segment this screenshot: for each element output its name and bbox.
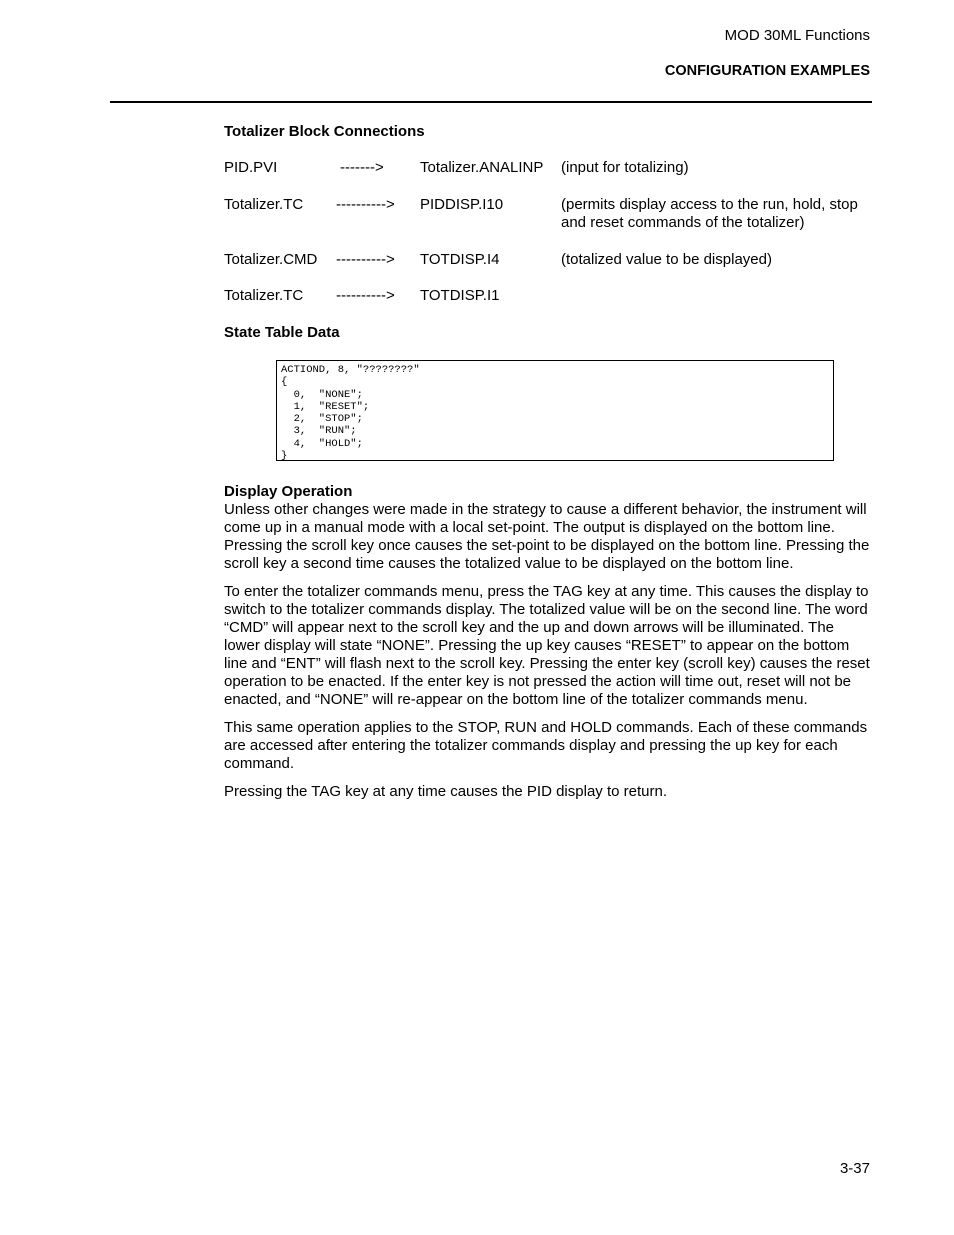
- display-operation-paragraph: This same operation applies to the STOP, RUN and HOLD commands. Each of these commands are accessed after entering the totalizer commands display and pressing the up key for each command.: [224, 719, 868, 772]
- header-divider: [110, 101, 872, 103]
- running-header-title: MOD 30ML Functions: [724, 27, 870, 44]
- state-table-code-box: [276, 360, 834, 461]
- connection-target: Totalizer.ANALINP: [420, 159, 544, 176]
- state-table-code: ACTIOND, 8, "????????" { 0, "NONE"; 1, "RESET"; 2, "STOP"; 3, "RUN"; 4, "HOLD"; }: [281, 364, 420, 463]
- connection-row: [224, 196, 872, 232]
- connection-arrow: ------->: [340, 159, 384, 176]
- connection-row: [224, 159, 872, 177]
- connection-note: (input for totalizing): [561, 159, 689, 176]
- page-content: [224, 122, 872, 801]
- display-operation-heading: Display Operation: [224, 483, 353, 500]
- connection-arrow: ---------->: [336, 251, 395, 268]
- connection-target: TOTDISP.I1: [420, 287, 500, 304]
- display-operation-paragraph: To enter the totalizer commands menu, press the TAG key at any time. This causes the display to switch to the totalizer commands display. The totalized value will be on the second line. The word “CMD” will appear next to the scroll key and the up and down arrows will be illuminated. The lower display will state “NONE”. Pressing the up key causes “RESET” to appear on the bottom line and “ENT” will flash next to the scroll key. Pressing the enter key (scroll key) causes the reset operation to be enacted. If the enter key is not pressed the action will time out, reset will not be enacted, and “NONE” will re-appear on the bottom line of the totalizer commands menu.: [224, 583, 870, 708]
- display-operation-paragraph: Pressing the TAG key at any time causes the PID display to return.: [224, 783, 667, 800]
- running-header-section: CONFIGURATION EXAMPLES: [664, 63, 870, 79]
- state-table-heading: State Table Data: [224, 324, 340, 341]
- connections-heading: Totalizer Block Connections: [224, 123, 425, 140]
- connection-row: [224, 287, 872, 305]
- connection-note: (permits display access to the run, hold, stop and reset commands of the totalizer): [561, 196, 858, 231]
- connection-source: Totalizer.CMD: [224, 251, 318, 268]
- page-number: 3-37: [839, 1160, 870, 1177]
- connection-source: PID.PVI: [224, 159, 278, 176]
- connection-target: TOTDISP.I4: [420, 251, 500, 268]
- display-operation-paragraph: Unless other changes were made in the strategy to cause a different behavior, the instrument will come up in a manual mode with a local set-point. The output is displayed on the bottom line. Pressing the scroll key once causes the set-point to be displayed on the bottom line. Pressing the scroll key a second time causes the totalized value to be displayed on the bottom line.: [224, 501, 870, 572]
- connection-row: [224, 251, 872, 269]
- connection-arrow: ---------->: [336, 287, 395, 304]
- connection-note: (totalized value to be displayed): [561, 251, 772, 268]
- connection-target: PIDDISP.I10: [420, 196, 504, 213]
- connection-arrow: ---------->: [336, 196, 395, 213]
- connection-source: Totalizer.TC: [224, 196, 304, 213]
- connection-source: Totalizer.TC: [224, 287, 304, 304]
